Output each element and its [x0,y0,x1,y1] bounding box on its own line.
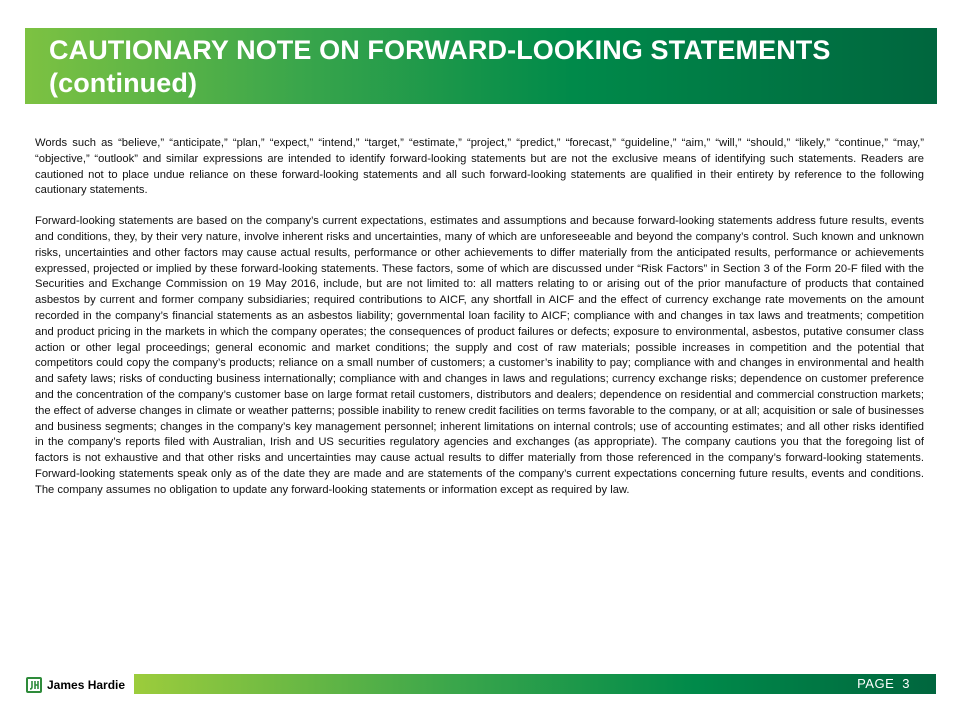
james-hardie-logo-icon [26,677,42,693]
footer-banner [134,674,936,694]
logo-wordmark: James Hardie [47,678,126,692]
page-label: PAGE [857,676,895,691]
paragraph-risk-factors: Forward-looking statements are based on the company’s current expectations, estimates and assumptions and because forward-looking statements address future results, events and conditions, they, by their very nature, involve inherent risks and uncertainties, many of which are unforeseeable and beyond the company’s control. Such known and unknown risks, uncertainties and other factors may cause actual results, performance or other achievements to differ materially from the anticipated results, performance or achievements expressed, projected or implied by these forward-looking statements. These factors, some of which are discussed under “Risk Factors” in Section 3 of the Form 20-F filed with the Securities and Exchange Commission on 19 May 2016, include, but are not limited to: all matters relating to or arising out of the prior manufacture of products that contained asbestos by current and former company subsidiaries; required contributions to AICF, any shortfall in AICF and the effect of currency exchange rate movements on the amount recorded in the company’s financial statements as an asbestos liability; governmental loan facility to AICF; compliance with and changes in tax laws and treatments; competition and product pricing in the markets in which the company operates; the consequences of product failures or defects; exposure to environmental, asbestos, putative consumer class action or other legal proceedings; general economic and market conditions; the supply and cost of raw materials; possible increases in competition and the potential that competitors could copy the company’s products; reliance on a small number of customers; a customer’s inability to pay; compliance with and changes in environmental and health and safety laws; risks of conducting business internationally; compliance with and changes in laws and regulations; currency exchange risks; dependence on customer preference and the concentration of the company’s customer base on large format retail customers, distributors and dealers; dependence on residential and commercial construction markets; the effect of adverse changes in climate or weather patterns; possible inability to renew credit facilities on terms favorable to the company, or at all; acquisition or sale of businesses and business segments; changes in the company’s key management personnel; inherent limitations on internal controls; use of accounting estimates; and all other risks identified in the company’s reports filed with Australian, Irish and US securities regulatory agencies and exchanges (as appropriate). The company cautions you that the foregoing list of factors is not exhaustive and that other risks and uncertainties may cause actual results to differ materially from those referenced in the company’s forward-looking statements. Forward-looking statements speak only as of the date they are made and are statements of the company’s current expectations concerning future results, events and conditions. The company assumes no obligation to update any forward-looking statements or information except as required by law. [35,215,924,496]
page-title [49,34,929,100]
page-title-line-1: CAUTIONARY NOTE ON FORWARD-LOOKING STATEMENTS [49,35,831,65]
statement-body [35,136,924,514]
page-number: 3 [902,676,910,691]
title-banner [25,28,937,104]
paragraph-intro: Words such as “believe,” “anticipate,” “plan,” “expect,” “intend,” “target,” “estimate,” “project,” “predict,” “forecast,” “guideline,” “aim,” “will,” “should,” “likely,” “continue,” “may,” “objective,” “outlook” and similar expressions are intended to identify forward-looking statements but are not the exclusive means of identifying such statements. Readers are cautioned not to place undue reliance on these forward-looking statements and all such forward-looking statements are qualified in their entirety by reference to the following cautionary statements. [35,137,924,197]
page-title-line-2: (continued) [49,68,198,98]
page-indicator [857,676,910,691]
company-logo [26,676,125,694]
